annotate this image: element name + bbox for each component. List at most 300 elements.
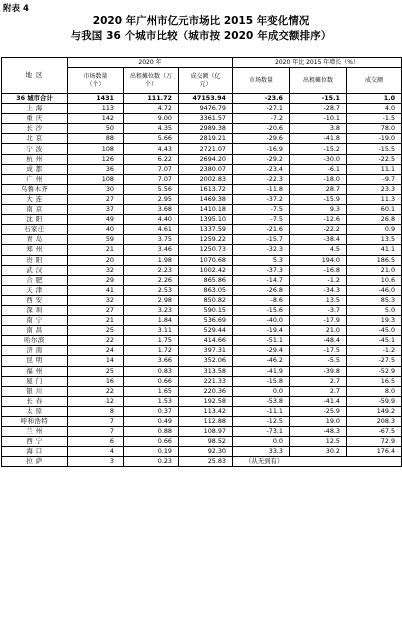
table-row <box>2 437 402 447</box>
cell-turnover: 9476.79 <box>179 104 233 114</box>
cell-market-count: 4 <box>68 447 124 457</box>
cell-market-count: 32 <box>68 265 124 275</box>
cell-rental-booths-growth: 4.5 <box>290 245 347 255</box>
cell-city: 拉 萨 <box>2 457 68 467</box>
cell-rental-booths-growth: -1.2 <box>290 275 347 285</box>
cell-turnover: 1395.10 <box>179 215 233 225</box>
cell-market-count: 20 <box>68 255 124 265</box>
cell-rental-booths-growth: -16.8 <box>290 265 347 275</box>
cell-market-count-growth: -19.4 <box>233 326 290 336</box>
table-row <box>2 205 402 215</box>
cell-rental-booths: 3.75 <box>124 235 179 245</box>
cell-market-count-growth: -12.5 <box>233 417 290 427</box>
cell-city: 海 口 <box>2 447 68 457</box>
cell-turnover-growth: 26.8 <box>347 215 402 225</box>
table-row <box>2 336 402 346</box>
cell-rental-booths: 0.83 <box>124 366 179 376</box>
cell-rental-booths-growth: -41.8 <box>290 134 347 144</box>
cell-turnover: 25.83 <box>179 457 233 467</box>
cell-market-count-growth: -16.9 <box>233 144 290 154</box>
table-row <box>2 326 402 336</box>
table-row <box>2 346 402 356</box>
cell-market-count-growth: -32.3 <box>233 245 290 255</box>
cell-city: 乌鲁木齐 <box>2 184 68 194</box>
cell-market-count: 50 <box>68 124 124 134</box>
cell-market-count-growth: -26.8 <box>233 285 290 295</box>
cell-turnover: 1002.42 <box>179 265 233 275</box>
cell-turnover: 536.69 <box>179 316 233 326</box>
header-group-2020: 2020 年 <box>68 58 233 68</box>
cell-market-count: 108 <box>68 144 124 154</box>
cell-rental-booths: 9.00 <box>124 114 179 124</box>
cell-rental-booths: 3.23 <box>124 305 179 315</box>
header-rental-booths: 出租摊位数（万个） <box>124 68 179 94</box>
cell-rental-booths-growth: -18.0 <box>290 174 347 184</box>
cell-turnover: 192.58 <box>179 396 233 406</box>
cell-city: 重 庆 <box>2 114 68 124</box>
cell-market-count-growth: -37.2 <box>233 194 290 204</box>
cell-market-count: 21 <box>68 316 124 326</box>
table-row <box>2 184 402 194</box>
cell-city: 南 京 <box>2 205 68 215</box>
cell-turnover: 112.88 <box>179 417 233 427</box>
cell-turnover-growth: 0.9 <box>347 225 402 235</box>
cell-city: 长 沙 <box>2 124 68 134</box>
cell-turnover-growth: 23.3 <box>347 184 402 194</box>
table-row <box>2 174 402 184</box>
cell-rental-booths: 4.40 <box>124 215 179 225</box>
cell-rental-booths: 5.66 <box>124 134 179 144</box>
cell-turnover: 1259.22 <box>179 235 233 245</box>
cell-rental-booths: 0.49 <box>124 417 179 427</box>
cell-market-count-growth: -29.2 <box>233 154 290 164</box>
table-row <box>2 134 402 144</box>
cell-rental-booths: 0.23 <box>124 457 179 467</box>
cell-turnover: 47153.94 <box>179 94 233 104</box>
table-row <box>2 104 402 114</box>
cell-rental-booths: 1.72 <box>124 346 179 356</box>
cell-rental-booths-growth: -15.9 <box>290 194 347 204</box>
cell-market-count: 12 <box>68 396 124 406</box>
cell-rental-booths: 7.07 <box>124 164 179 174</box>
cell-market-count: 36 <box>68 164 124 174</box>
cell-rental-booths-growth: -34.3 <box>290 285 347 295</box>
cell-city: 济 南 <box>2 346 68 356</box>
cell-market-count: 113 <box>68 104 124 114</box>
table-row <box>2 366 402 376</box>
table-row <box>2 305 402 315</box>
table-row <box>2 316 402 326</box>
cell-rental-booths-growth: 21.0 <box>290 326 347 336</box>
cell-rental-booths-growth: -17.9 <box>290 316 347 326</box>
cell-market-count: 7 <box>68 417 124 427</box>
cell-city: 杭 州 <box>2 154 68 164</box>
appendix-label: 附表 4 <box>3 4 29 14</box>
table-row <box>2 114 402 124</box>
cell-turnover-growth: -27.5 <box>347 356 402 366</box>
cell-rental-booths-growth: -17.5 <box>290 346 347 356</box>
cell-turnover-growth: -1.5 <box>347 114 402 124</box>
table-row <box>2 235 402 245</box>
cell-rental-booths-growth: -48.4 <box>290 336 347 346</box>
cell-city: 太 原 <box>2 406 68 416</box>
cell-rental-booths-growth: 28.7 <box>290 184 347 194</box>
cell-city: 沈 阳 <box>2 215 68 225</box>
header-rental-booths-growth: 出租摊位数 <box>290 68 347 94</box>
cell-turnover-growth: -45.1 <box>347 336 402 346</box>
cell-turnover: 221.33 <box>179 376 233 386</box>
cell-rental-booths-growth: 194.0 <box>290 255 347 265</box>
cell-turnover: 529.44 <box>179 326 233 336</box>
cell-market-count: 22 <box>68 386 124 396</box>
cell-turnover-growth: 5.0 <box>347 305 402 315</box>
cell-rental-booths-growth: -39.8 <box>290 366 347 376</box>
cell-rental-booths-growth: -30.0 <box>290 154 347 164</box>
table-row <box>2 457 402 467</box>
cell-market-count-growth: 0.0 <box>233 437 290 447</box>
cell-city: 武 汉 <box>2 265 68 275</box>
cell-turnover-growth: 149.2 <box>347 406 402 416</box>
cell-market-count-growth: -22.3 <box>233 174 290 184</box>
cell-turnover-growth: 208.3 <box>347 417 402 427</box>
cell-rental-booths: 6.22 <box>124 154 179 164</box>
market-comparison-table <box>1 57 402 467</box>
cell-turnover: 1337.59 <box>179 225 233 235</box>
cell-rental-booths: 3.68 <box>124 205 179 215</box>
cell-rental-booths: 1.53 <box>124 396 179 406</box>
cell-turnover-growth: 4.0 <box>347 104 402 114</box>
cell-turnover-growth: 186.5 <box>347 255 402 265</box>
cell-city: 贵 阳 <box>2 255 68 265</box>
cell-market-count-growth: -29.4 <box>233 346 290 356</box>
cell-turnover-growth: -15.5 <box>347 144 402 154</box>
header-group-change: 2020 年比 2015 年增长（%） <box>233 58 402 68</box>
cell-market-count-growth: -51.1 <box>233 336 290 346</box>
cell-market-count: 1431 <box>68 94 124 104</box>
table-row <box>2 225 402 235</box>
cell-rental-booths: 111.72 <box>124 94 179 104</box>
cell-market-count-growth: 5.3 <box>233 255 290 265</box>
cell-rental-booths: 3.66 <box>124 356 179 366</box>
cell-turnover: 2380.07 <box>179 164 233 174</box>
cell-city: 长 春 <box>2 396 68 406</box>
cell-turnover: 113.42 <box>179 406 233 416</box>
table-title-line-2: 与我国 36 个城市比较（城市按 2020 年成交额排序） <box>70 30 332 42</box>
cell-rental-booths-growth: -25.9 <box>290 406 347 416</box>
table-row <box>2 164 402 174</box>
cell-market-count: 29 <box>68 275 124 285</box>
table-title-line-1: 2020 年广州市亿元市场比 2015 年变化情况 <box>92 15 310 27</box>
cell-turnover-growth: 10.6 <box>347 275 402 285</box>
cell-city: 西 安 <box>2 295 68 305</box>
cell-market-count: 88 <box>68 134 124 144</box>
cell-turnover: 2002.83 <box>179 174 233 184</box>
cell-turnover-growth: -9.7 <box>347 174 402 184</box>
cell-market-count: 49 <box>68 215 124 225</box>
cell-rental-booths: 5.56 <box>124 184 179 194</box>
cell-city: 呼和浩特 <box>2 417 68 427</box>
cell-city: 天 津 <box>2 285 68 295</box>
cell-rental-booths-growth: 2.7 <box>290 376 347 386</box>
cell-rental-booths-growth: -38.4 <box>290 235 347 245</box>
cell-turnover-growth: 21.0 <box>347 265 402 275</box>
cell-market-count-growth: -53.8 <box>233 396 290 406</box>
cell-market-count-growth: -21.6 <box>233 225 290 235</box>
cell-city: 青 岛 <box>2 235 68 245</box>
header-region: 地 区 <box>2 58 68 94</box>
cell-market-count: 27 <box>68 305 124 315</box>
cell-turnover: 865.86 <box>179 275 233 285</box>
cell-turnover: 850.82 <box>179 295 233 305</box>
cell-turnover: 1613.72 <box>179 184 233 194</box>
cell-rental-booths-growth: -10.1 <box>290 114 347 124</box>
table-row <box>2 275 402 285</box>
cell-turnover-growth: 11.1 <box>347 164 402 174</box>
cell-rental-booths: 4.43 <box>124 144 179 154</box>
cell-turnover: 1410.18 <box>179 205 233 215</box>
cell-rental-booths-growth: 12.5 <box>290 437 347 447</box>
cell-rental-booths-growth: -22.2 <box>290 225 347 235</box>
cell-market-count: 59 <box>68 235 124 245</box>
cell-turnover-growth: 176.4 <box>347 447 402 457</box>
cell-market-count-growth: -37.3 <box>233 265 290 275</box>
cell-note: （从无到有） <box>233 457 402 467</box>
cell-turnover: 2989.38 <box>179 124 233 134</box>
cell-rental-booths: 3.46 <box>124 245 179 255</box>
table-row <box>2 255 402 265</box>
cell-turnover-growth: -1.2 <box>347 346 402 356</box>
cell-rental-booths: 1.98 <box>124 255 179 265</box>
cell-rental-booths: 0.88 <box>124 427 179 437</box>
cell-turnover-growth: 11.3 <box>347 194 402 204</box>
cell-turnover: 313.58 <box>179 366 233 376</box>
cell-rental-booths-growth: -3.7 <box>290 305 347 315</box>
cell-market-count: 142 <box>68 114 124 124</box>
cell-market-count-growth: -15.7 <box>233 235 290 245</box>
cell-turnover: 92.30 <box>179 447 233 457</box>
table-row <box>2 447 402 457</box>
cell-city: 福 州 <box>2 366 68 376</box>
table-row <box>2 215 402 225</box>
cell-rental-booths: 2.53 <box>124 285 179 295</box>
cell-rental-booths-growth: -12.6 <box>290 215 347 225</box>
cell-market-count: 126 <box>68 154 124 164</box>
cell-market-count: 14 <box>68 356 124 366</box>
cell-rental-booths: 0.66 <box>124 437 179 447</box>
cell-turnover-growth: 78.0 <box>347 124 402 134</box>
cell-city: 大 连 <box>2 194 68 204</box>
cell-turnover-growth: -19.0 <box>347 134 402 144</box>
cell-turnover-growth: -46.0 <box>347 285 402 295</box>
cell-rental-booths-growth: 19.0 <box>290 417 347 427</box>
cell-market-count-growth: -29.6 <box>233 134 290 144</box>
cell-rental-booths: 4.61 <box>124 225 179 235</box>
cell-rental-booths: 2.26 <box>124 275 179 285</box>
cell-rental-booths: 0.37 <box>124 406 179 416</box>
cell-market-count-growth: 0.0 <box>233 386 290 396</box>
cell-rental-booths-growth: 9.3 <box>290 205 347 215</box>
cell-turnover-growth: 60.1 <box>347 205 402 215</box>
cell-rental-booths-growth: -15.2 <box>290 144 347 154</box>
cell-market-count-growth: -23.4 <box>233 164 290 174</box>
table-row <box>2 396 402 406</box>
cell-city: 北 京 <box>2 134 68 144</box>
cell-market-count: 40 <box>68 225 124 235</box>
cell-market-count-growth: -73.1 <box>233 427 290 437</box>
cell-turnover-growth: 1.0 <box>347 94 402 104</box>
cell-market-count: 7 <box>68 427 124 437</box>
cell-city: 西 宁 <box>2 437 68 447</box>
cell-city: 南 昌 <box>2 326 68 336</box>
header-turnover-growth: 成交额 <box>347 68 402 94</box>
cell-market-count-growth: -11.8 <box>233 184 290 194</box>
cell-market-count: 108 <box>68 174 124 184</box>
cell-market-count-growth: -7.5 <box>233 205 290 215</box>
cell-turnover: 1469.38 <box>179 194 233 204</box>
cell-turnover: 2694.20 <box>179 154 233 164</box>
cell-turnover: 397.31 <box>179 346 233 356</box>
table-row <box>2 124 402 134</box>
cell-city: 郑 州 <box>2 245 68 255</box>
cell-rental-booths-growth: -48.3 <box>290 427 347 437</box>
cell-market-count: 16 <box>68 376 124 386</box>
cell-turnover: 108.97 <box>179 427 233 437</box>
table-row <box>2 406 402 416</box>
cell-market-count: 22 <box>68 336 124 346</box>
cell-rental-booths-growth: -5.5 <box>290 356 347 366</box>
table-row <box>2 417 402 427</box>
cell-city: 36 城市合计 <box>2 94 68 104</box>
table-row <box>2 265 402 275</box>
cell-turnover-growth: 19.3 <box>347 316 402 326</box>
cell-city: 兰 州 <box>2 427 68 437</box>
cell-city: 昆 明 <box>2 356 68 366</box>
table-row <box>2 194 402 204</box>
cell-market-count-growth: -46.2 <box>233 356 290 366</box>
cell-rental-booths: 0.66 <box>124 376 179 386</box>
cell-rental-booths: 1.65 <box>124 386 179 396</box>
table-row <box>2 154 402 164</box>
cell-rental-booths: 7.07 <box>124 174 179 184</box>
cell-turnover-growth: 8.0 <box>347 386 402 396</box>
cell-market-count-growth: -40.0 <box>233 316 290 326</box>
cell-market-count: 3 <box>68 457 124 467</box>
cell-market-count: 6 <box>68 437 124 447</box>
cell-turnover: 2721.07 <box>179 144 233 154</box>
cell-market-count-growth: -8.6 <box>233 295 290 305</box>
table-row <box>2 144 402 154</box>
cell-turnover-growth: 85.3 <box>347 295 402 305</box>
cell-market-count-growth: -20.6 <box>233 124 290 134</box>
header-market-count: 市场数量（个） <box>68 68 124 94</box>
cell-market-count-growth: 33.3 <box>233 447 290 457</box>
table-row <box>2 427 402 437</box>
cell-turnover-growth: 41.1 <box>347 245 402 255</box>
cell-turnover: 590.15 <box>179 305 233 315</box>
cell-market-count-growth: -23.6 <box>233 94 290 104</box>
cell-city: 广 州 <box>2 174 68 184</box>
cell-rental-booths: 3.11 <box>124 326 179 336</box>
cell-city: 合 肥 <box>2 275 68 285</box>
cell-market-count: 32 <box>68 295 124 305</box>
cell-rental-booths-growth: 30.2 <box>290 447 347 457</box>
cell-rental-booths: 2.95 <box>124 194 179 204</box>
cell-city: 哈尔滨 <box>2 336 68 346</box>
table-row <box>2 386 402 396</box>
table-row <box>2 376 402 386</box>
table-row <box>2 295 402 305</box>
table-row-total <box>2 94 402 104</box>
cell-turnover-growth: -52.9 <box>347 366 402 376</box>
cell-turnover: 2819.21 <box>179 134 233 144</box>
cell-rental-booths: 0.19 <box>124 447 179 457</box>
cell-market-count: 25 <box>68 326 124 336</box>
cell-turnover-growth: -22.5 <box>347 154 402 164</box>
cell-rental-booths-growth: 3.8 <box>290 124 347 134</box>
cell-turnover: 414.66 <box>179 336 233 346</box>
cell-city: 石家庄 <box>2 225 68 235</box>
cell-rental-booths: 1.75 <box>124 336 179 346</box>
cell-market-count-growth: -27.1 <box>233 104 290 114</box>
header-market-count-growth: 市场数量 <box>233 68 290 94</box>
cell-rental-booths-growth: 2.7 <box>290 386 347 396</box>
cell-rental-booths: 2.98 <box>124 295 179 305</box>
cell-turnover-growth: 13.5 <box>347 235 402 245</box>
cell-turnover-growth: -67.5 <box>347 427 402 437</box>
cell-rental-booths-growth: -15.1 <box>290 94 347 104</box>
cell-city: 厦 门 <box>2 376 68 386</box>
cell-market-count-growth: -11.1 <box>233 406 290 416</box>
table-body <box>2 94 402 467</box>
cell-turnover-growth: 16.5 <box>347 376 402 386</box>
cell-turnover: 352.06 <box>179 356 233 366</box>
cell-turnover: 220.36 <box>179 386 233 396</box>
cell-city: 南 宁 <box>2 316 68 326</box>
cell-turnover: 3361.57 <box>179 114 233 124</box>
cell-rental-booths-growth: 13.5 <box>290 295 347 305</box>
cell-city: 成 都 <box>2 164 68 174</box>
cell-rental-booths-growth: -6.1 <box>290 164 347 174</box>
cell-turnover-growth: 72.9 <box>347 437 402 447</box>
cell-turnover: 863.05 <box>179 285 233 295</box>
cell-market-count: 25 <box>68 366 124 376</box>
cell-rental-booths: 1.84 <box>124 316 179 326</box>
cell-market-count: 24 <box>68 346 124 356</box>
cell-market-count: 27 <box>68 194 124 204</box>
cell-market-count-growth: -14.7 <box>233 275 290 285</box>
cell-market-count: 30 <box>68 184 124 194</box>
cell-market-count-growth: -15.8 <box>233 376 290 386</box>
cell-rental-booths: 4.35 <box>124 124 179 134</box>
table-row <box>2 245 402 255</box>
table-row <box>2 356 402 366</box>
table-row <box>2 285 402 295</box>
cell-turnover: 1250.73 <box>179 245 233 255</box>
cell-turnover: 98.52 <box>179 437 233 447</box>
cell-market-count-growth: -7.2 <box>233 114 290 124</box>
cell-city: 上 海 <box>2 104 68 114</box>
header-turnover: 成交额（亿元） <box>179 68 233 94</box>
cell-city: 深 圳 <box>2 305 68 315</box>
cell-turnover-growth: -59.9 <box>347 396 402 406</box>
cell-market-count-growth: -7.5 <box>233 215 290 225</box>
cell-market-count-growth: -41.9 <box>233 366 290 376</box>
cell-turnover: 1070.68 <box>179 255 233 265</box>
cell-rental-booths-growth: -41.4 <box>290 396 347 406</box>
cell-rental-booths: 4.72 <box>124 104 179 114</box>
cell-turnover-growth: -45.0 <box>347 326 402 336</box>
cell-market-count: 37 <box>68 205 124 215</box>
